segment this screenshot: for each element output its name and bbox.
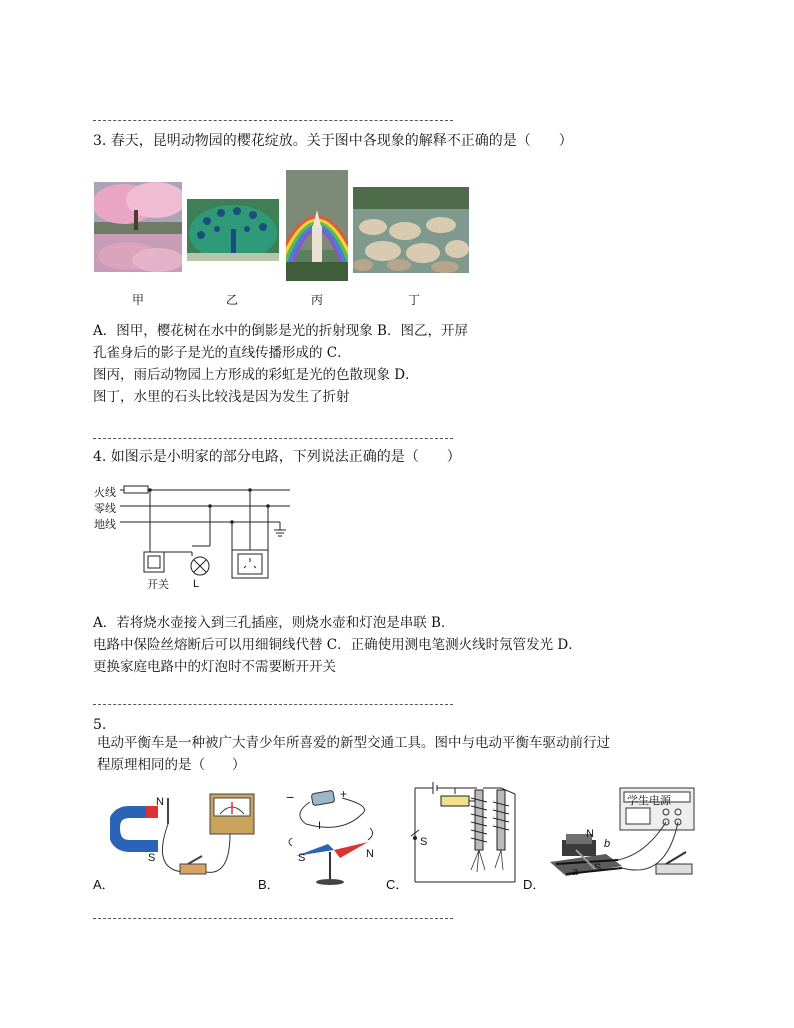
b-current-label: I [318,820,322,832]
lamp-label: L [193,578,200,590]
b-south-label: S [298,852,306,864]
divider-line [93,704,453,705]
q3-answer-line: 孔雀身后的影子是光的直线传播形成的 C． [93,345,351,361]
q4-answer-line: A．若将烧水壶接入到三孔插座，则烧水壶和灯泡是串联 B． [93,615,455,631]
c-switch-label: S [420,836,428,848]
divider-line [93,438,453,439]
ground-wire-label: 地线 [94,519,116,531]
q3-answer-line: 图丙，雨后动物园上方形成的彩虹是光的色散现象 D． [93,367,419,383]
caption-ding: 丁 [408,293,421,307]
d-rod-end-b-label: b [604,838,611,850]
switch-label: 开关 [147,579,169,591]
question-5-number: 5. [93,717,107,733]
q4-answer-text [93,612,582,678]
peacock-image [187,199,279,261]
option-b-oersted-diagram [282,784,382,886]
q3-answer-line: A．图甲，樱花树在水中的倒影是光的折射现象 B．图乙，开屏 [93,323,468,339]
option-a[interactable]: A． [93,877,115,892]
option-c-electromagnet-diagram [405,778,523,888]
option-d[interactable]: D． [523,877,546,892]
power-supply-label: 学生电源 [627,795,671,807]
neutral-wire-label: 零线 [94,503,116,515]
d-north-label: N [586,828,594,840]
live-wire-label: 火线 [94,487,116,499]
a-north-label: N [156,796,164,808]
option-c[interactable]: C． [386,877,409,892]
q4-answer-line: 电路中保险丝熔断后可以用细铜线代替 C．正确使用测电笔测火线时氖管发光 D． [93,637,582,653]
household-circuit-diagram [120,480,300,590]
q3-answer-text [93,320,468,408]
b-north-label: N [366,848,374,860]
river-stones-image [353,187,469,273]
d-south-label: S [594,862,602,874]
d-rod-end-a-label: a [572,866,579,878]
q3-answer-line: 图丁，水里的石头比较浅是因为发生了折射 [93,389,350,405]
question-5-stem [97,732,610,776]
option-a-induction-diagram [110,784,260,884]
q5-stem-line: 程原理相同的是（ ） [97,757,246,773]
caption-jia: 甲 [132,293,145,307]
divider-line [93,120,453,121]
caption-bing: 丙 [311,293,324,307]
caption-yi: 乙 [226,293,239,307]
option-d-motor-diagram [546,784,706,886]
question-3-stem: 3. 春天，昆明动物园的樱花绽放。关于图中各现象的解释不正确的是（ ） [93,133,573,149]
option-b[interactable]: B． [258,877,280,892]
q4-answer-line: 更换家庭电路中的灯泡时不需要断开开关 [93,659,336,675]
question-4-stem: 4. 如图示是小明家的部分电路，下列说法正确的是（ ） [93,449,461,465]
rainbow-tower-image [286,170,348,281]
q5-stem-line: 电动平衡车是一种被广大青少年所喜爱的新型交通工具。图中与电动平衡车驱动前行过 [97,735,610,751]
a-south-label: S [148,852,156,864]
divider-line [93,918,453,919]
svg-text:+: + [340,787,348,801]
cherry-blossom-image [94,182,182,272]
svg-text:−: − [286,789,295,805]
